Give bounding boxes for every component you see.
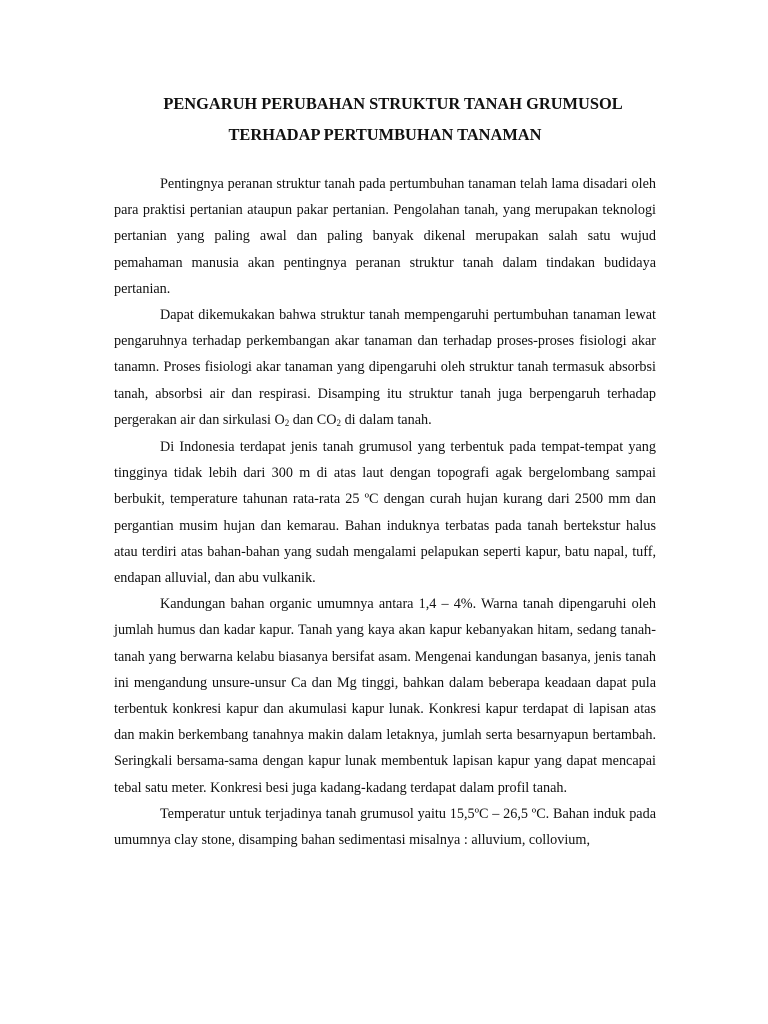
paragraph-2-end: di dalam tanah. (341, 411, 432, 428)
paragraph-5: Temperatur untuk terjadinya tanah grumusol yaitu 15,5ºC – 26,5 ºC. Bahan induk pada umumnya clay stone, disamping bahan sedimentasi misalnya : alluvium, collovium, (114, 805, 656, 849)
paragraph-2-text: Dapat dikemukakan bahwa struktur tanah mempengaruhi pertumbuhan tanaman lewat pengaruhnya terhadap perkembangan akar tanaman dan terhadap proses-proses fisiologi akar tanamn. Proses fisiologi akar tanaman yang dipengaruhi oleh struktur tanah termasuk absorbsi tanah, absorbsi air dan respirasi. Disamping itu struktur tanah juga berpengaruh terhadap pergerakan air dan sirkulasi O (114, 307, 656, 428)
paragraph-3: Di Indonesia terdapat jenis tanah grumusol yang terbentuk pada tempat-tempat yang tingginya tidak lebih dari 300 m di atas laut dengan topografi agak bergelombang sampai berbukit, temperature tahunan rata-rata 25 ºC dengan curah hujan kurang dari 2500 mm dan pergantian musim hujan dan kemarau. Bahan induknya terbatas pada tanah bertekstur halus atau terdiri atas bahan-bahan yang sudah mengalami pelapukan seperti kapur, batu napal, tuff, endapan alluvial, dan abu vulkanik. (114, 439, 656, 587)
document-title (114, 88, 656, 150)
title-line-1: PENGARUH PERUBAHAN STRUKTUR TANAH GRUMUSOL (163, 94, 623, 113)
o2-subscript: 2 (284, 417, 290, 428)
document-body (114, 171, 656, 853)
co2-subscript: 2 (336, 417, 342, 428)
paragraph-2 (114, 302, 656, 434)
paragraph-2-mid: dan CO (289, 411, 337, 428)
paragraph-4: Kandungan bahan organic umumnya antara 1,4 – 4%. Warna tanah dipengaruhi oleh jumlah humus dan kadar kapur. Tanah yang kaya akan kapur kebanyakan hitam, sedang tanah-tanah yang berwarna kelabu biasanya bersifat asam. Mengenai kandungan basanya, jenis tanah ini mengandung unsure-unsur Ca dan Mg tinggi, bahkan dalam beberapa keadaan dapat pula terbentuk konkresi kapur dan akumulasi kapur lunak. Konkresi kapur terdapat di lapisan atas dan makin berkembang tanahnya makin dalam letaknya, jumlah serta besarnyapun bertambah. Seringkali bersama-sama dengan kapur lunak membentuk lapisan kapur yang dapat mencapai tebal satu meter. Konkresi besi juga kadang-kadang terdapat dalam profil tanah. (114, 596, 656, 796)
paragraph-1: Pentingnya peranan struktur tanah pada pertumbuhan tanaman telah lama disadari oleh para praktisi pertanian ataupun pakar pertanian. Pengolahan tanah, yang merupakan teknologi pertanian yang paling awal dan paling banyak dikenal merupakan salah satu wujud pemahaman manusia akan pentingnya peranan struktur tanah dalam tindakan budidaya pertanian. (114, 176, 656, 297)
document-page (114, 88, 656, 853)
title-line-2: TERHADAP PERTUMBUHAN TANAMAN (228, 125, 542, 144)
